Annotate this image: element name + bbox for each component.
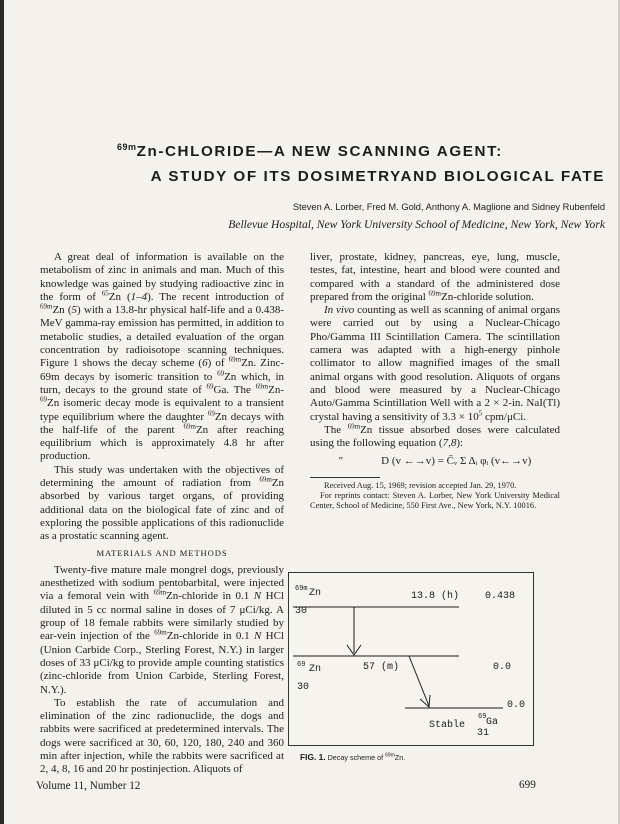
intro-paragraph: A great deal of information is available on the metabolism of zinc in animals and man. Much of this knowledge was gained by studying radioactive zinc in the form of $^{65}$Zn (1–4). The recent introduction of $^{69m}$Zn (5) with a 13.8-hr physical half-life and a 0.438-MeV gamma-ray emission has permitted, in addition to metabolic studies, a detailed evaluation of the organ concentration by radioisotope scanning techniques. Figure 1 shows the decay scheme (6) of $^{69m}$Zn. Zinc-69m decays by isomeric transition to $^{69}$Zn which, in turn, decays to the ground state of $^{69}$Ga. The $^{69m}$Zn-$^{69}$Zn isomeric decay mode is equivalent to a transient type equilibrium where the daughter $^{69}$Zn decays with the half-life of the parent $^{69m}$Zn after reaching equilibrium which is approximately 4.8 hr after production.	[40, 251, 285, 463]
scan-shadow-edge	[0, 0, 4, 824]
middle-level-z: 30	[297, 682, 310, 693]
decay-scheme-figure	[288, 572, 534, 746]
figure-caption: FIG. 1. Decay scheme of $^{69m}$Zn.	[300, 752, 406, 762]
methods-paragraph-1: Twenty-five mature male mongrel dogs, previously anesthetized with sodium pentobarbital, were injected via a femoral vein with $^{69m}$Zn-chloride in 0.1 N HCl diluted in 5 cc normal saline in doses of 7 μCi/kg. A group of 18 female rabbits were similarly studied by ear-vein injection of the $^{69m}$Zn-chloride in 0.1 N HCl (Union Carbide Corp., Sterling Forest, N.Y.) in larger doses of 33 μCi/kg to provide ample counting statistics (zinc-chloride from Union Carbide, Sterling Forest, N.Y.).	[40, 563, 284, 696]
ground-level-energy: 0.0	[507, 700, 526, 711]
ga-mass: 69	[478, 713, 487, 721]
reprints-note: For reprints contact: Steven A. Lorber, New York University Medical Center, School of Medicine, 550 First Ave., New York, N.Y. 10016.	[310, 491, 560, 511]
received-note: Received Aug. 15, 1969; revision accepted Jan. 29, 1970.	[324, 480, 517, 490]
in-vivo-paragraph: In vivo counting as well as scanning of animal organs were carried out by using a Nuclear-Chicago Pho/Gamma III Scintillation Camera. The scintillation camera was adapted with a high-energy pinhole collimator to allow magnified images of the small animal organs with good resolution. Aliquots of organs and blood were measured by a Nuclear-Chicago Auto/Gamma Scintillation Well with a 2 × 2-in. NaI(Tl) crystal having a sensitivity of $3.3 \times 10^5$ cpm/μCi.	[310, 304, 560, 423]
organs-paragraph: liver, prostate, kidney, pancreas, eye, lung, muscle, testes, fat, intestine, heart and blood were counted and compared with a standard of the administered dose prepared from the original $^{69m}$Zn-chloride solution.	[310, 251, 560, 303]
title-line-2: A STUDY OF ITS DOSIMETRYAND BIOLOGICAL FATE	[150, 168, 605, 185]
top-level-element: Zn	[309, 588, 322, 599]
middle-level-mass: 69	[297, 661, 306, 669]
methods-paragraph-2: To establish the rate of accumulation and elimination of the zinc radionuclide, the dogs and rabbits were sacrificed at predetermined intervals. The dogs were sacrificed at 30, 60, 120, 180, 240 and 360 min after injection, while the rabbits were sacrificed at 2, 4, 8, 16 and 20 hr postinjection. Aliquots of	[40, 696, 284, 776]
footnote-rule	[310, 477, 380, 478]
top-level-energy: 0.438	[485, 591, 516, 602]
authors-line: Steven A. Lorber, Fred M. Gold, Anthony A. Maglione and Sidney Rubenfeld	[292, 202, 605, 212]
dose-equation: " D (v ←→v) = C̄ᵥ Σ Δᵢ φᵢ (v←→v)	[338, 455, 532, 468]
left-column	[40, 251, 284, 777]
top-level-mass: 69m	[295, 585, 308, 593]
right-column	[310, 251, 560, 512]
stable-label: Stable	[429, 720, 466, 731]
top-level-z: 30	[295, 606, 308, 617]
middle-level-element: Zn	[309, 664, 322, 675]
decay-scheme-diagram	[289, 573, 533, 745]
top-level-half-life: 13.8 (h)	[411, 591, 460, 602]
ga-element: Ga	[486, 717, 499, 728]
page-number: 699	[519, 779, 536, 791]
ga-z: 31	[477, 728, 490, 739]
section-heading: MATERIALS AND METHODS	[96, 547, 228, 558]
dose-paragraph: The $^{69m}$Zn tissue absorbed doses were calculated using the following equation (7,8):	[310, 422, 560, 450]
volume-footer: Volume 11, Number 12	[36, 780, 141, 792]
beta-decay-arrow	[409, 656, 429, 706]
objectives-paragraph: This study was undertaken with the objectives of determining the amount of radiation from $^{69m}$Zn absorbed by various target organs, of providing additional data on the biological fate of zinc and of exploring the possible applications of this radionuclide as a prostatic scanning agent.	[40, 463, 284, 543]
middle-level-energy: 0.0	[493, 662, 512, 673]
affiliation-line: Bellevue Hospital, New York University School of Medicine, New York, New York	[228, 218, 605, 231]
title-line-1: $^{69m}$Zn-CHLORIDE—A NEW SCANNING AGENT:	[117, 142, 503, 161]
middle-level-half-life: 57 (m)	[363, 662, 400, 673]
